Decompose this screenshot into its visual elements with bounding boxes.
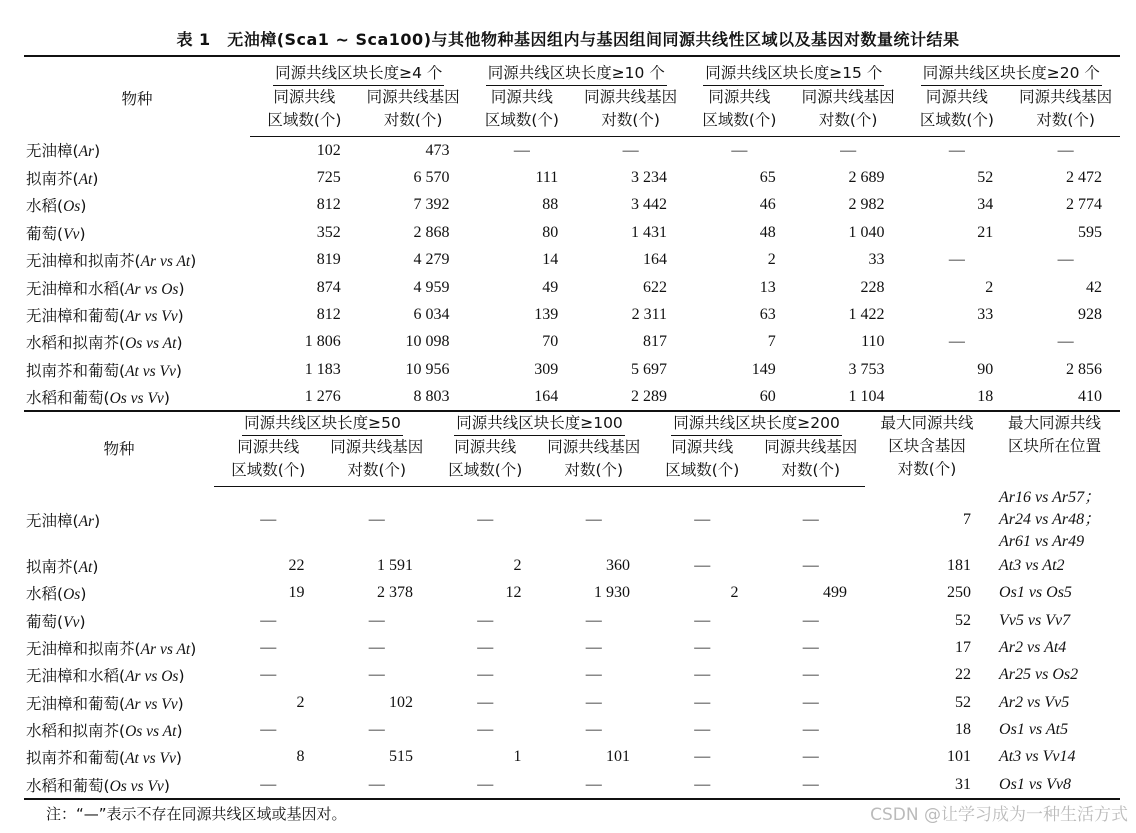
value-cell: 515 bbox=[389, 748, 413, 766]
sub-header-pairs: 同源共线基因 对数(个) bbox=[359, 86, 468, 137]
species-abbr: Os vs Vv bbox=[109, 390, 164, 408]
value-cell: — bbox=[585, 775, 602, 793]
value-cell: 352 bbox=[316, 223, 341, 241]
species-abbr: Os bbox=[63, 198, 81, 216]
sub-header-regions: 同源共线 区域数(个) bbox=[468, 86, 577, 137]
species-cell: 无油樟和葡萄(Ar vs Vv) bbox=[26, 694, 184, 713]
position-cell: Os1 vs At5 bbox=[999, 720, 1069, 738]
value-cell: 10 098 bbox=[405, 333, 450, 351]
group-header bbox=[685, 56, 903, 86]
value-cell: — bbox=[694, 748, 711, 766]
species-abbr: Ar vs Vv bbox=[125, 695, 178, 713]
value-cell: 164 bbox=[643, 251, 668, 269]
value-cell: 3 753 bbox=[848, 360, 885, 378]
value-cell: — bbox=[694, 666, 711, 684]
value-cell: 3 234 bbox=[631, 169, 668, 187]
table-row bbox=[24, 219, 1120, 246]
species-cell: 水稻(Os) bbox=[26, 585, 87, 604]
position-cell: Ar2 vs Vv5 bbox=[999, 693, 1070, 711]
value-cell: 102 bbox=[389, 693, 413, 711]
value-cell: 111 bbox=[535, 169, 559, 187]
value-cell: 5 697 bbox=[631, 360, 668, 378]
value-cell: 48 bbox=[759, 223, 776, 241]
value-cell: 18 bbox=[955, 720, 972, 738]
species-cell: 无油樟和拟南芥(Ar vs At) bbox=[26, 640, 197, 659]
value-cell: — bbox=[513, 141, 530, 159]
value-cell: — bbox=[694, 557, 711, 575]
species-name: 拟南芥 bbox=[26, 170, 73, 189]
value-cell: 7 bbox=[963, 510, 972, 528]
species-cell: 无油樟和水稻(Ar vs Os) bbox=[26, 667, 185, 686]
value-cell: 2 689 bbox=[848, 169, 885, 187]
species-name: 无油樟和拟南芥 bbox=[26, 640, 135, 659]
value-cell: 33 bbox=[868, 251, 885, 269]
group-header bbox=[431, 411, 648, 436]
value-cell: 2 bbox=[513, 557, 522, 575]
table-row bbox=[24, 247, 1120, 274]
table-row bbox=[24, 274, 1120, 301]
species-cell: 无油樟(Ar) bbox=[26, 142, 101, 161]
group-header-label: 同源共线区块长度≥50 bbox=[242, 412, 403, 436]
species-name: 拟南芥和葡萄 bbox=[26, 361, 120, 380]
table-row bbox=[24, 716, 1120, 743]
table-row bbox=[24, 580, 1120, 607]
value-cell: 473 bbox=[425, 141, 450, 159]
species-name: 水稻和拟南芥 bbox=[26, 721, 120, 740]
species-cell: 无油樟和葡萄(Ar vs Vv) bbox=[26, 307, 184, 326]
value-cell: — bbox=[477, 720, 494, 738]
species-cell: 水稻和葡萄(Os vs Vv) bbox=[26, 776, 170, 795]
value-cell: — bbox=[477, 639, 494, 657]
value-cell: — bbox=[694, 720, 711, 738]
value-cell: 101 bbox=[606, 748, 631, 766]
value-cell: 22 bbox=[955, 666, 972, 684]
value-cell: 2 bbox=[767, 251, 776, 269]
value-cell: 33 bbox=[977, 306, 994, 324]
value-cell: — bbox=[622, 141, 639, 159]
value-cell: 2 311 bbox=[631, 306, 668, 324]
species-cell: 葡萄(Vv) bbox=[26, 224, 86, 243]
value-cell: 817 bbox=[643, 333, 668, 351]
species-header: 物种 bbox=[121, 89, 153, 108]
value-cell: — bbox=[802, 693, 819, 711]
value-cell: 1 183 bbox=[304, 360, 341, 378]
value-cell: 181 bbox=[947, 557, 972, 575]
group-header-label: 同源共线区块长度≥100 bbox=[454, 412, 625, 436]
position-cell: Vv5 vs Vv7 bbox=[999, 611, 1071, 629]
value-cell: 819 bbox=[316, 251, 341, 269]
value-cell: 90 bbox=[977, 360, 994, 378]
table2-max-pairs-header: 最大同源共线 区块含基因 对数(个) bbox=[880, 414, 974, 478]
value-cell: 8 803 bbox=[413, 388, 450, 406]
value-cell: — bbox=[477, 775, 494, 793]
value-cell: 1 276 bbox=[304, 388, 341, 406]
value-cell: 499 bbox=[823, 584, 848, 602]
value-cell: 102 bbox=[316, 141, 341, 159]
value-cell: 101 bbox=[947, 748, 972, 766]
value-cell: 19 bbox=[288, 584, 305, 602]
value-cell: 2 472 bbox=[1066, 169, 1103, 187]
table-row bbox=[24, 744, 1120, 771]
species-cell: 拟南芥(At) bbox=[26, 170, 99, 189]
value-cell: 18 bbox=[977, 388, 994, 406]
value-cell: 139 bbox=[534, 306, 559, 324]
group-header-label: 同源共线区块长度≥200 bbox=[671, 412, 842, 436]
position-cell: Ar25 vs Os2 bbox=[999, 666, 1079, 684]
species-abbr: Ar vs At bbox=[140, 641, 191, 659]
value-cell: — bbox=[802, 611, 819, 629]
species-abbr: Os bbox=[63, 586, 81, 604]
group-header bbox=[648, 411, 865, 436]
species-name: 无油樟和水稻 bbox=[26, 279, 120, 298]
value-cell: 1 930 bbox=[594, 584, 631, 602]
table-part-1 bbox=[24, 55, 1120, 411]
value-cell: — bbox=[840, 141, 857, 159]
species-abbr: At vs Vv bbox=[125, 362, 176, 380]
value-cell: 874 bbox=[316, 278, 341, 296]
value-cell: 164 bbox=[534, 388, 559, 406]
value-cell: — bbox=[585, 666, 602, 684]
value-cell: 31 bbox=[955, 775, 972, 793]
species-cell: 水稻和拟南芥(Os vs At) bbox=[26, 721, 183, 740]
species-abbr: Ar vs Os bbox=[125, 668, 179, 686]
value-cell: — bbox=[1057, 141, 1074, 159]
species-cell: 水稻和拟南芥(Os vs At) bbox=[26, 334, 183, 353]
value-cell: 2 bbox=[296, 693, 305, 711]
value-cell: — bbox=[260, 639, 277, 657]
species-name: 水稻 bbox=[26, 197, 58, 216]
value-cell: — bbox=[585, 510, 602, 528]
value-cell: 21 bbox=[977, 223, 994, 241]
watermark: CSDN @让学习成为一种生活方式 bbox=[870, 805, 1128, 825]
table-row bbox=[24, 771, 1120, 799]
group-header-label: 同源共线区块长度≥10 个 bbox=[486, 62, 667, 86]
value-cell: — bbox=[802, 557, 819, 575]
value-cell: 410 bbox=[1078, 388, 1103, 406]
sub-header-pairs: 同源共线基因 对数(个) bbox=[576, 86, 685, 137]
sub-header-regions: 同源共线 区域数(个) bbox=[685, 86, 794, 137]
value-cell: — bbox=[585, 720, 602, 738]
value-cell: — bbox=[368, 510, 385, 528]
table-part-2 bbox=[24, 410, 1120, 800]
group-header-label: 同源共线区块长度≥20 个 bbox=[921, 62, 1102, 86]
value-cell: — bbox=[694, 693, 711, 711]
value-cell: 63 bbox=[759, 306, 776, 324]
value-cell: 2 bbox=[985, 278, 994, 296]
value-cell: 2 856 bbox=[1066, 360, 1103, 378]
sub-header-pairs: 同源共线基因 对数(个) bbox=[757, 436, 866, 487]
value-cell: — bbox=[260, 720, 277, 738]
table-title: 表 1 无油樟(Sca1 ~ Sca100)与其他物种基因组内与基因组间同源共线性区域以及基因对数量统计结果 bbox=[176, 30, 960, 49]
species-name: 无油樟 bbox=[26, 142, 73, 161]
species-cell: 无油樟(Ar) bbox=[26, 511, 101, 530]
position-cell: At3 vs Vv14 bbox=[999, 748, 1076, 766]
species-header: 物种 bbox=[103, 439, 135, 458]
sub-header-regions: 同源共线 区域数(个) bbox=[903, 86, 1012, 137]
species-abbr: At vs Vv bbox=[125, 750, 176, 768]
species-cell: 无油樟和水稻(Ar vs Os) bbox=[26, 279, 185, 298]
species-abbr: Ar vs Os bbox=[125, 280, 179, 298]
value-cell: 2 378 bbox=[377, 584, 413, 602]
value-cell: — bbox=[694, 775, 711, 793]
position-cell: Ar16 vs Ar57；Ar24 vs Ar48；Ar61 vs Ar49 bbox=[999, 488, 1101, 550]
table-row bbox=[24, 607, 1120, 634]
value-cell: 65 bbox=[759, 169, 776, 187]
value-cell: 928 bbox=[1078, 306, 1103, 324]
position-cell: At3 vs At2 bbox=[999, 557, 1065, 575]
species-name: 水稻 bbox=[26, 585, 58, 604]
value-cell: 10 956 bbox=[405, 360, 450, 378]
value-cell: — bbox=[802, 775, 819, 793]
value-cell: 7 392 bbox=[413, 196, 450, 214]
species-name: 无油樟和水稻 bbox=[26, 667, 120, 686]
value-cell: 1 422 bbox=[848, 306, 885, 324]
table-row bbox=[24, 329, 1120, 356]
group-header-label: 同源共线区块长度≥4 个 bbox=[273, 62, 444, 86]
value-cell: 17 bbox=[955, 639, 972, 657]
value-cell: 60 bbox=[759, 388, 776, 406]
group-header bbox=[250, 56, 468, 86]
value-cell: — bbox=[731, 141, 748, 159]
value-cell: — bbox=[368, 611, 385, 629]
value-cell: — bbox=[1057, 333, 1074, 351]
value-cell: 34 bbox=[977, 196, 994, 214]
value-cell: — bbox=[477, 611, 494, 629]
value-cell: 13 bbox=[759, 278, 776, 296]
value-cell: 228 bbox=[860, 278, 885, 296]
table-row bbox=[24, 164, 1120, 191]
value-cell: 52 bbox=[955, 693, 972, 711]
value-cell: 8 bbox=[296, 748, 305, 766]
value-cell: — bbox=[802, 510, 819, 528]
value-cell: 595 bbox=[1078, 223, 1103, 241]
header-row-groups bbox=[24, 56, 1120, 86]
value-cell: — bbox=[585, 693, 602, 711]
species-cell: 水稻(Os) bbox=[26, 197, 87, 216]
value-cell: 12 bbox=[505, 584, 522, 602]
species-name: 水稻和葡萄 bbox=[26, 389, 104, 408]
sub-header-pairs: 同源共线基因 对数(个) bbox=[794, 86, 903, 137]
value-cell: — bbox=[802, 666, 819, 684]
value-cell: — bbox=[694, 510, 711, 528]
value-cell: — bbox=[948, 333, 965, 351]
table-row bbox=[24, 356, 1120, 383]
value-cell: 88 bbox=[542, 196, 559, 214]
value-cell: 80 bbox=[542, 223, 559, 241]
value-cell: 812 bbox=[316, 196, 341, 214]
value-cell: 22 bbox=[288, 557, 305, 575]
table-row bbox=[24, 192, 1120, 219]
value-cell: — bbox=[694, 611, 711, 629]
value-cell: — bbox=[368, 666, 385, 684]
table-row bbox=[24, 301, 1120, 328]
species-name: 无油樟 bbox=[26, 511, 73, 530]
value-cell: — bbox=[585, 611, 602, 629]
species-name: 拟南芥 bbox=[26, 558, 73, 577]
species-cell: 葡萄(Vv) bbox=[26, 612, 86, 631]
position-cell: Os1 vs Vv8 bbox=[999, 775, 1072, 793]
species-name: 无油樟和葡萄 bbox=[26, 694, 120, 713]
value-cell: 2 774 bbox=[1066, 196, 1103, 214]
table-row bbox=[24, 553, 1120, 580]
value-cell: 2 982 bbox=[848, 196, 885, 214]
value-cell: — bbox=[802, 639, 819, 657]
value-cell: 6 570 bbox=[413, 169, 450, 187]
position-cell: Os1 vs Os5 bbox=[999, 584, 1072, 602]
value-cell: — bbox=[948, 141, 965, 159]
species-abbr: Ar vs Vv bbox=[125, 308, 178, 326]
species-abbr: At bbox=[78, 559, 93, 577]
value-cell: 1 806 bbox=[304, 333, 341, 351]
value-cell: 3 442 bbox=[631, 196, 668, 214]
value-cell: — bbox=[368, 639, 385, 657]
value-cell: 2 289 bbox=[631, 388, 668, 406]
value-cell: 46 bbox=[759, 196, 776, 214]
group-header-label: 同源共线区块长度≥15 个 bbox=[703, 62, 884, 86]
value-cell: — bbox=[368, 720, 385, 738]
sub-header-pairs: 同源共线基因 对数(个) bbox=[323, 436, 432, 487]
species-cell: 拟南芥和葡萄(At vs Vv) bbox=[26, 361, 182, 380]
species-abbr: Vv bbox=[63, 613, 80, 631]
species-abbr: Ar bbox=[78, 512, 95, 530]
species-name: 无油樟和葡萄 bbox=[26, 307, 120, 326]
species-abbr: Ar bbox=[78, 143, 95, 161]
species-abbr: Vv bbox=[63, 225, 80, 243]
sub-header-pairs: 同源共线基因 对数(个) bbox=[1011, 86, 1120, 137]
value-cell: 52 bbox=[955, 611, 972, 629]
table-row bbox=[24, 634, 1120, 661]
value-cell: 110 bbox=[861, 333, 885, 351]
value-cell: 1 040 bbox=[848, 223, 885, 241]
value-cell: — bbox=[368, 775, 385, 793]
group-header bbox=[468, 56, 686, 86]
table-row bbox=[24, 487, 1120, 553]
value-cell: 360 bbox=[606, 557, 631, 575]
species-abbr: At bbox=[78, 171, 93, 189]
species-abbr: Os vs Vv bbox=[109, 777, 164, 795]
table-row bbox=[24, 384, 1120, 411]
value-cell: — bbox=[802, 748, 819, 766]
value-cell: — bbox=[477, 510, 494, 528]
species-cell: 水稻和葡萄(Os vs Vv) bbox=[26, 389, 170, 408]
species-name: 拟南芥和葡萄 bbox=[26, 749, 120, 768]
table2-max-pos-header: 最大同源共线 区块所在位置 bbox=[1008, 414, 1102, 455]
value-cell: — bbox=[585, 639, 602, 657]
group-header bbox=[214, 411, 431, 436]
position-cell: Ar2 vs At4 bbox=[999, 639, 1067, 657]
header-row-groups bbox=[24, 411, 1120, 436]
value-cell: 149 bbox=[751, 360, 776, 378]
species-name: 葡萄 bbox=[26, 224, 58, 243]
value-cell: — bbox=[260, 611, 277, 629]
value-cell: 52 bbox=[977, 169, 994, 187]
value-cell: — bbox=[802, 720, 819, 738]
table-row bbox=[24, 137, 1120, 165]
value-cell: 2 868 bbox=[413, 223, 450, 241]
value-cell: 42 bbox=[1086, 278, 1103, 296]
species-abbr: Ar vs At bbox=[140, 253, 191, 271]
value-cell: — bbox=[260, 775, 277, 793]
value-cell: 2 bbox=[730, 584, 739, 602]
table-row bbox=[24, 662, 1120, 689]
value-cell: 1 431 bbox=[631, 223, 668, 241]
value-cell: — bbox=[1057, 251, 1074, 269]
value-cell: — bbox=[260, 666, 277, 684]
value-cell: 1 591 bbox=[377, 557, 413, 575]
sub-header-regions: 同源共线 区域数(个) bbox=[648, 436, 757, 487]
species-name: 水稻和葡萄 bbox=[26, 776, 104, 795]
value-cell: 309 bbox=[534, 360, 559, 378]
species-name: 水稻和拟南芥 bbox=[26, 334, 120, 353]
value-cell: — bbox=[477, 693, 494, 711]
value-cell: 70 bbox=[542, 333, 559, 351]
value-cell: 6 034 bbox=[413, 306, 450, 324]
species-cell: 无油樟和拟南芥(Ar vs At) bbox=[26, 252, 197, 271]
species-cell: 拟南芥(At) bbox=[26, 558, 99, 577]
table-row bbox=[24, 689, 1120, 716]
species-abbr: Os vs At bbox=[125, 335, 177, 353]
value-cell: 622 bbox=[643, 278, 668, 296]
sub-header-regions: 同源共线 区域数(个) bbox=[250, 86, 359, 137]
value-cell: 4 279 bbox=[413, 251, 450, 269]
value-cell: — bbox=[694, 639, 711, 657]
value-cell: 250 bbox=[947, 584, 972, 602]
species-name: 无油樟和拟南芥 bbox=[26, 252, 135, 271]
sub-header-regions: 同源共线 区域数(个) bbox=[431, 436, 540, 487]
value-cell: 812 bbox=[316, 306, 341, 324]
sub-header-pairs: 同源共线基因 对数(个) bbox=[540, 436, 649, 487]
value-cell: — bbox=[260, 510, 277, 528]
table-note: 注：“—”表示不存在同源共线区域或基因对。 bbox=[46, 805, 347, 823]
group-header bbox=[903, 56, 1121, 86]
value-cell: 1 104 bbox=[848, 388, 885, 406]
value-cell: — bbox=[948, 251, 965, 269]
value-cell: 49 bbox=[542, 278, 559, 296]
value-cell: 1 bbox=[513, 748, 522, 766]
species-name: 葡萄 bbox=[26, 612, 58, 631]
value-cell: 4 959 bbox=[413, 278, 450, 296]
value-cell: — bbox=[477, 666, 494, 684]
value-cell: 7 bbox=[767, 333, 776, 351]
sub-header-regions: 同源共线 区域数(个) bbox=[214, 436, 323, 487]
species-abbr: Os vs At bbox=[125, 722, 177, 740]
value-cell: 725 bbox=[316, 169, 341, 187]
value-cell: 14 bbox=[542, 251, 559, 269]
species-cell: 拟南芥和葡萄(At vs Vv) bbox=[26, 749, 182, 768]
